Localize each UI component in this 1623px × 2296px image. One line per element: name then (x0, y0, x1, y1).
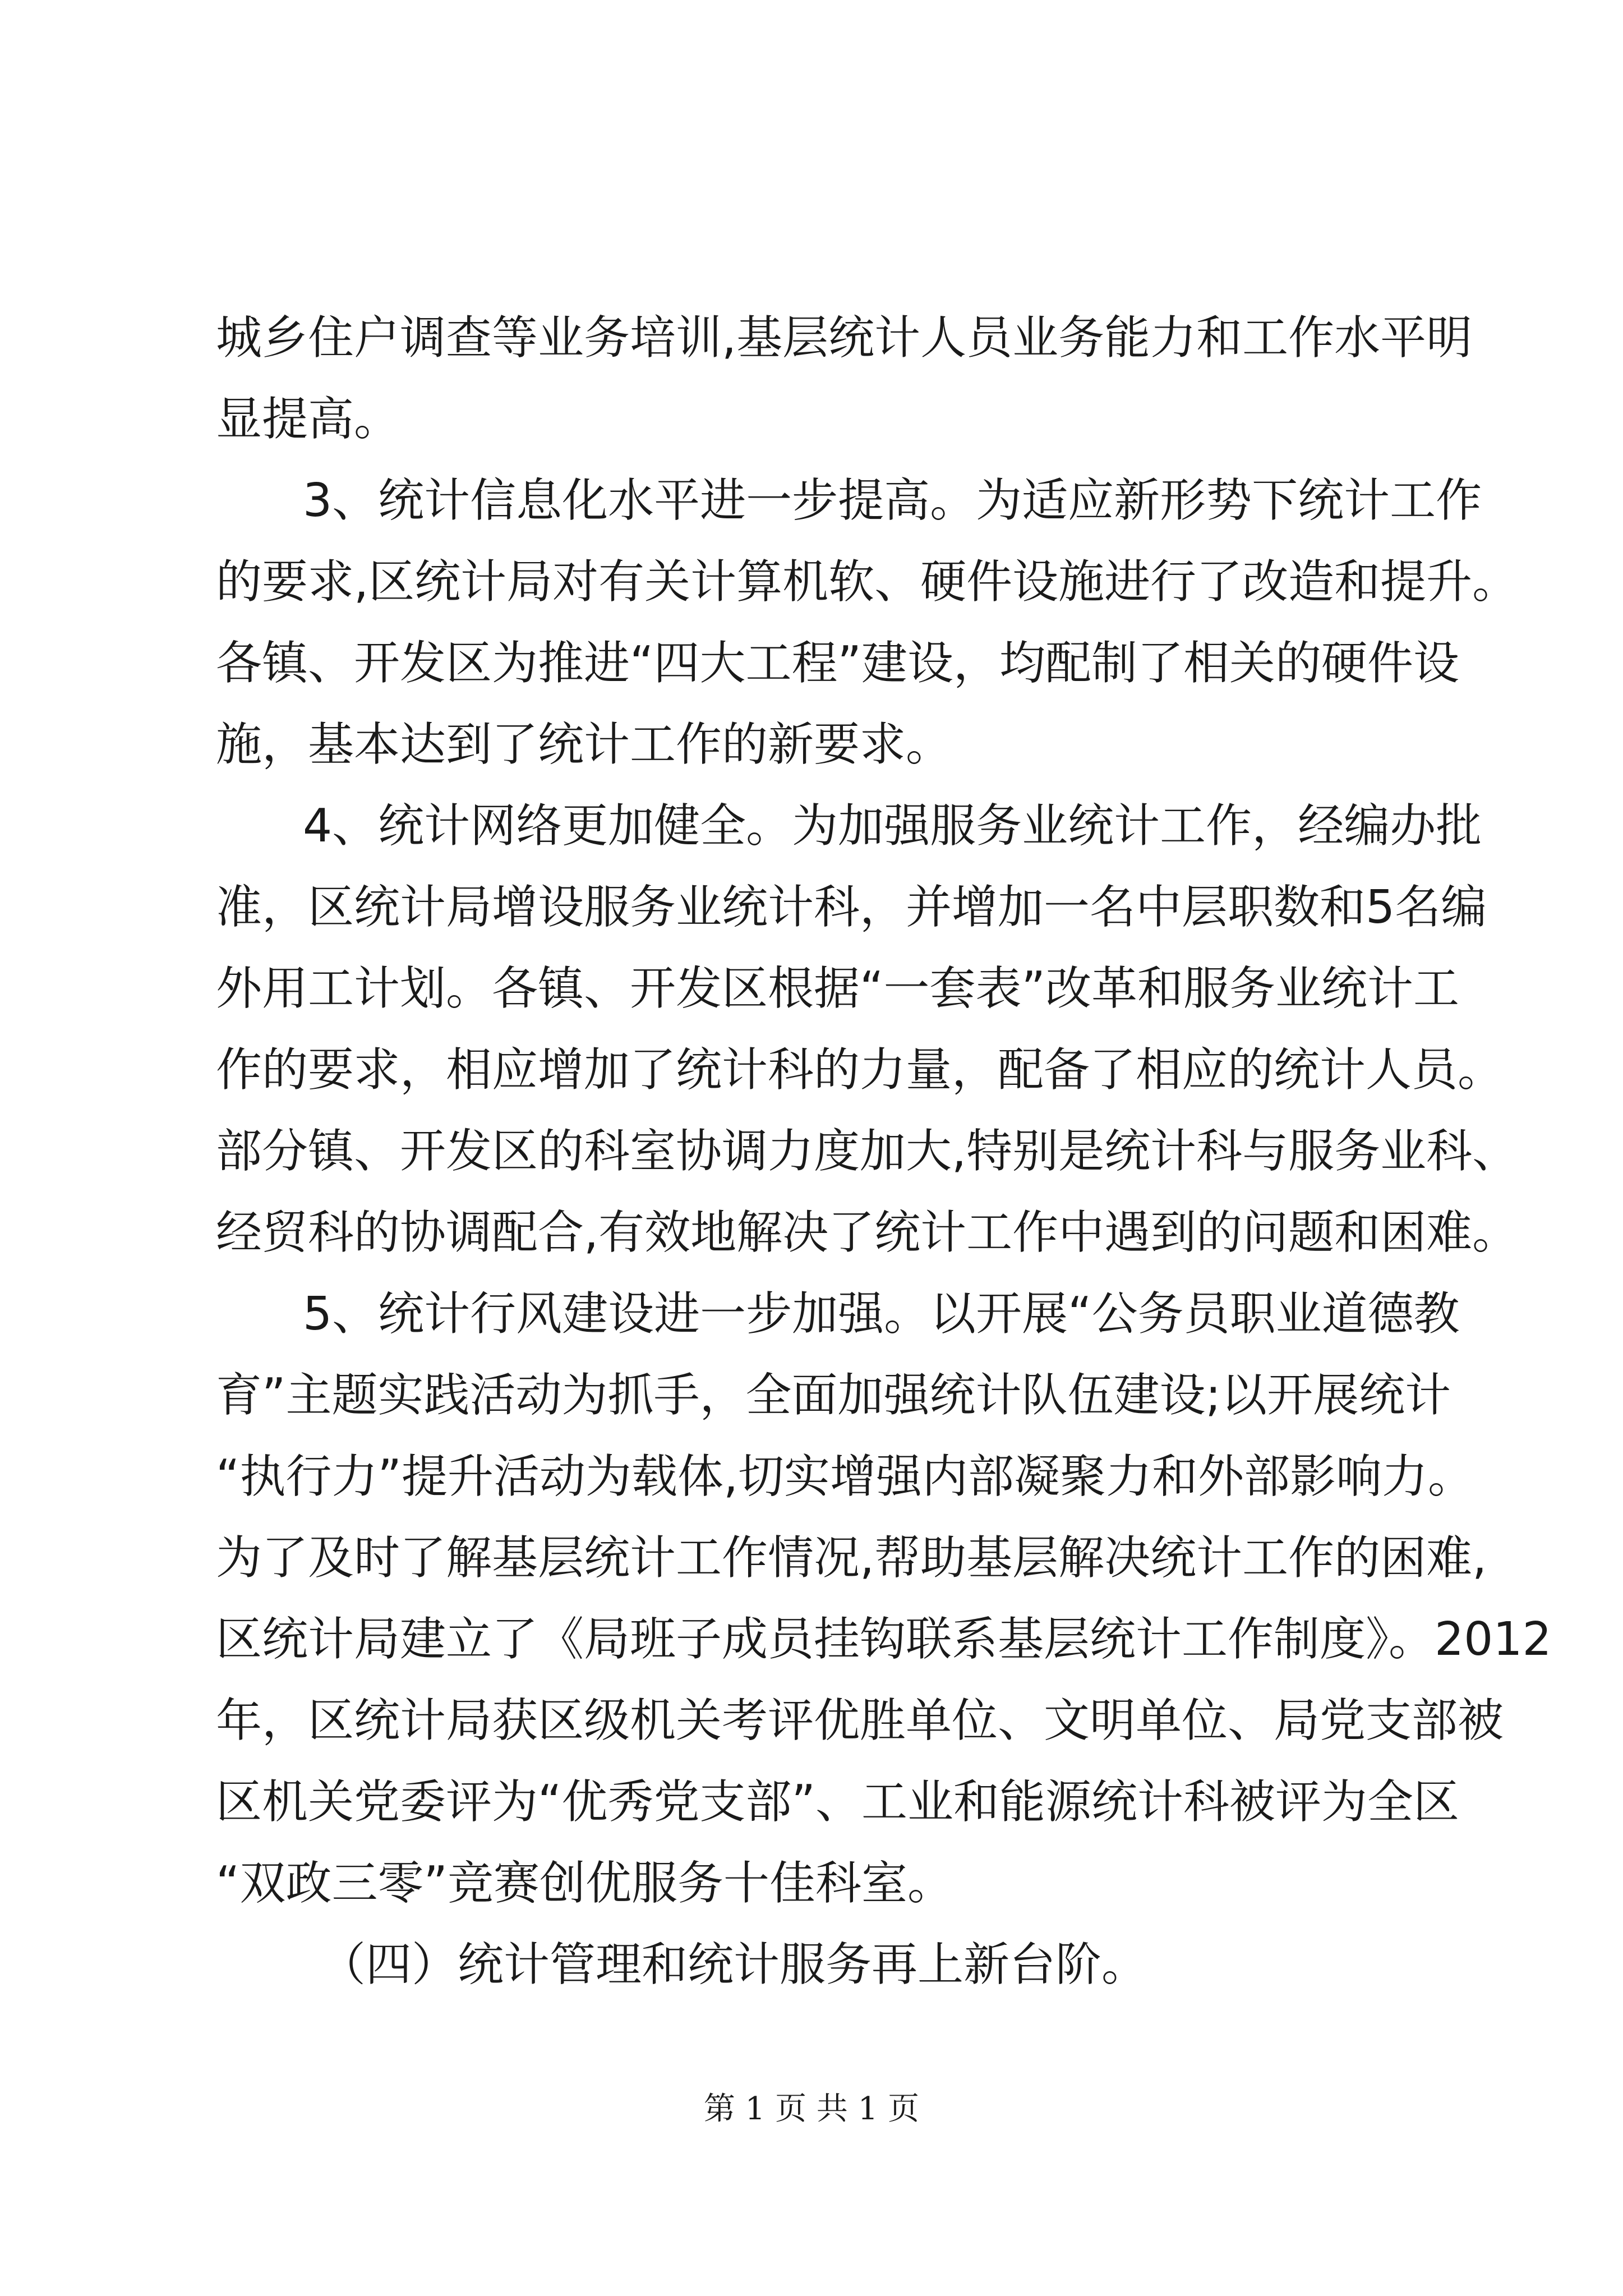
text-line: 区统计局建立了《局班子成员挂钩联系基层统计工作制度》。2012 (216, 1613, 1552, 1666)
text-line: 年，区统计局获区级机关考评优胜单位、文明单位、局党支部被 (216, 1694, 1504, 1747)
text-line: “执行力”提升活动为载体,切实增强内部凝聚力和外部影响力。 (216, 1450, 1474, 1503)
text-line: 各镇、开发区为推进“四大工程”建设，均配制了相关的硬件设 (216, 637, 1459, 690)
page-footer: 第 1 页 共 1 页 (703, 2091, 920, 2127)
text-line: 为了及时了解基层统计工作情况,帮助基层解决统计工作的困难, (216, 1531, 1487, 1585)
text-line: 作的要求，相应增加了统计科的力量，配备了相应的统计人员。 (216, 1043, 1504, 1097)
text-line: 部分镇、开发区的科室协调力度加大,特别是统计科与服务业科、 (216, 1125, 1519, 1178)
text-line: 显提高。 (216, 393, 400, 446)
paragraph-start-line: 4、统计网络更加健全。为加强服务业统计工作，经编办批 (303, 799, 1482, 853)
text-line: 育”主题实践活动为抓手，全面加强统计队伍建设;以开展统计 (216, 1369, 1451, 1422)
text-line: 区机关党委评为“优秀党支部”、工业和能源统计科被评为全区 (216, 1775, 1459, 1829)
paragraph-start-line: 5、统计行风建设进一步加强。以开展“公务员职业道德教 (303, 1287, 1460, 1341)
text-line: 施，基本达到了统计工作的新要求。 (216, 718, 952, 771)
text-line: “双政三零”竞赛创优服务十佳科室。 (216, 1857, 953, 1910)
text-line: 城乡住户调查等业务培训,基层统计人员业务能力和工作水平明 (216, 311, 1473, 365)
text-line: 经贸科的协调配合,有效地解决了统计工作中遇到的问题和困难。 (216, 1206, 1519, 1259)
document-body (216, 297, 1552, 2005)
text-line: 外用工计划。各镇、开发区根据“一套表”改革和服务业统计工 (216, 962, 1459, 1015)
section-heading: （四）统计管理和统计服务再上新台阶。 (320, 1938, 1148, 1991)
paragraph-start-line: 3、统计信息化水平进一步提高。为适应新形势下统计工作 (303, 474, 1482, 527)
text-line: 准，区统计局增设服务业统计科，并增加一名中层职数和5名编 (216, 881, 1487, 934)
text-line: 的要求,区统计局对有关计算机软、硬件设施进行了改造和提升。 (216, 555, 1519, 609)
